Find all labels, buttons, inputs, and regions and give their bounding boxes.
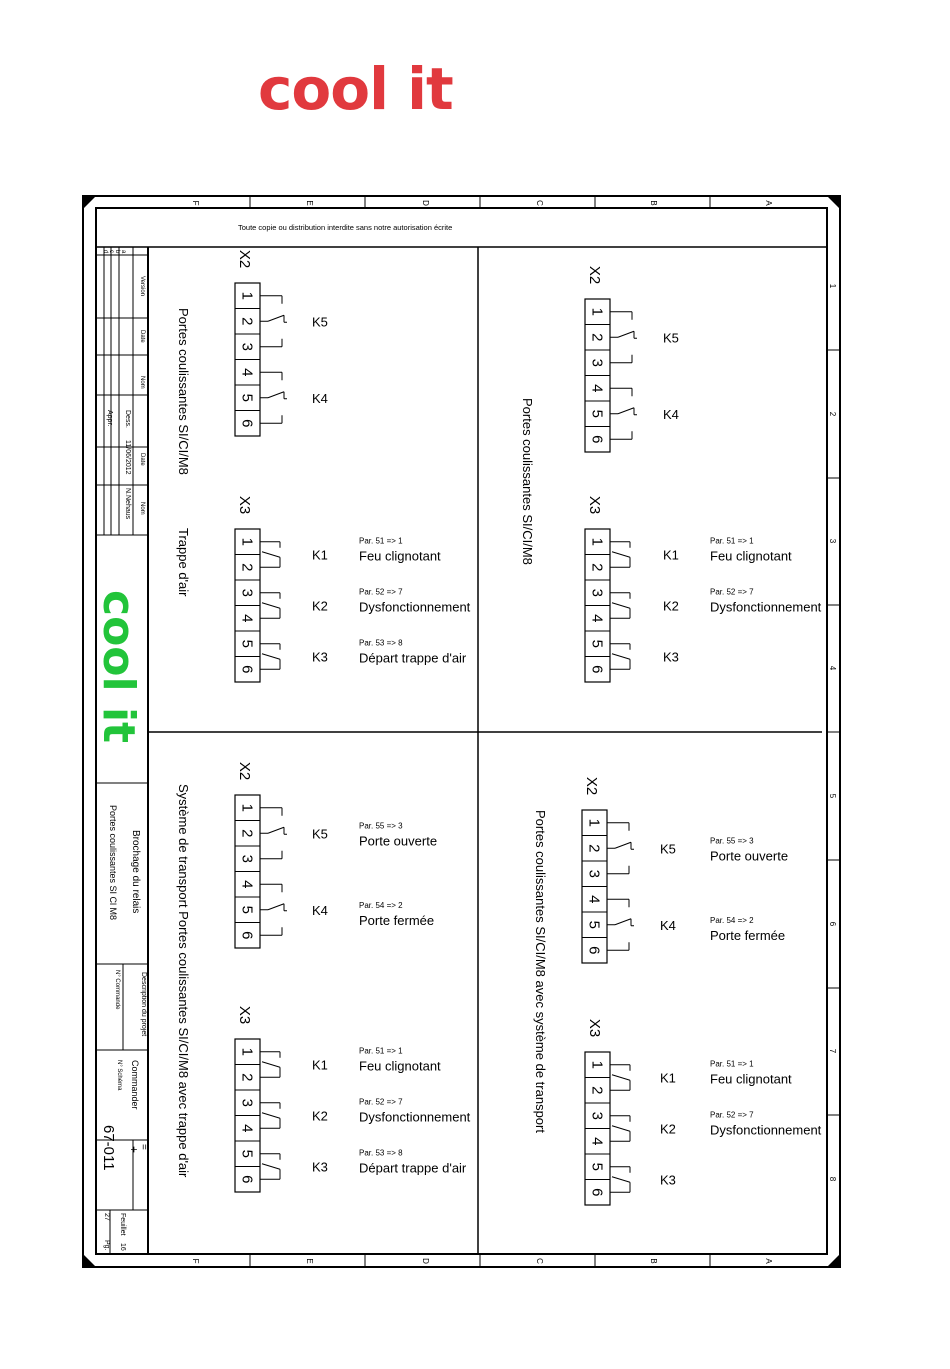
- sheet-label: Feuillet: [119, 1213, 126, 1236]
- terminal-number: 3: [588, 358, 606, 367]
- relay-parameter: Par. 52 => 7: [710, 1110, 754, 1120]
- relay-contact: [262, 1062, 280, 1068]
- grid-row-label: 8: [828, 1176, 837, 1182]
- revision-letter: a: [120, 250, 126, 254]
- grid-col-label: D: [421, 200, 430, 206]
- corner-mark: [83, 196, 96, 209]
- relay-contact: [268, 904, 284, 910]
- relay-parameter: Par. 53 => 8: [359, 1148, 403, 1158]
- x2-label: X2: [586, 265, 603, 285]
- relay-k1-label: K1: [663, 547, 679, 563]
- relay-contact: [262, 654, 280, 660]
- grid-col-label: C: [535, 1258, 544, 1264]
- terminal-number: 3: [238, 588, 256, 597]
- relay-parameter: Par. 52 => 7: [359, 587, 403, 597]
- relay-contact: [618, 408, 634, 414]
- grid-col-label: D: [421, 1258, 430, 1264]
- relay-k3-label: K3: [312, 1159, 328, 1175]
- grid-row-label: 1: [828, 283, 837, 289]
- relay-k2-label: K2: [660, 1121, 676, 1137]
- diagram-title: Portes coulissantes SI/CI/M8: [176, 308, 191, 475]
- grid-row-label: 7: [828, 1048, 837, 1054]
- pages-label: Pg.: [103, 1240, 110, 1251]
- diagram-block: [582, 777, 822, 1205]
- project-description-label: Description du projet: [140, 972, 147, 1037]
- revision-letter: c: [108, 250, 114, 253]
- relay-contact: [612, 1177, 630, 1183]
- terminal-number: 1: [588, 307, 606, 316]
- terminal-number: 4: [588, 1137, 606, 1146]
- relay-parameter: Par. 51 => 1: [710, 536, 754, 546]
- terminal-number: 5: [238, 905, 256, 914]
- relay-k3-label: K3: [660, 1172, 676, 1188]
- title-block-logo: cool it: [93, 590, 144, 744]
- terminal-number: 5: [585, 920, 603, 929]
- dess-label: Dess.: [124, 410, 131, 428]
- relay-k4-label: K4: [660, 917, 676, 933]
- terminal-number: 2: [238, 829, 256, 838]
- terminal-number: 6: [588, 665, 606, 674]
- grid-col-label: C: [535, 200, 544, 206]
- scheme-number-label: N° Schéma: [116, 1060, 122, 1091]
- relay-contact: [612, 654, 630, 660]
- terminal-number: 1: [238, 291, 256, 300]
- relay-function: Feu clignotant: [710, 548, 792, 564]
- grid-row-label: 3: [828, 538, 837, 544]
- terminal-number: 3: [238, 1098, 256, 1107]
- relay-k2-label: K2: [663, 598, 679, 614]
- relay-k2-label: K2: [312, 598, 328, 614]
- name-label: Nom: [139, 376, 145, 389]
- terminal-number: 6: [588, 1188, 606, 1197]
- plus-sign: +: [127, 1146, 141, 1154]
- relay-function: Porte fermée: [710, 927, 786, 943]
- relay-k4-label: K4: [312, 390, 328, 406]
- relay-contact: [262, 1164, 280, 1170]
- terminal-number: 5: [238, 1149, 256, 1158]
- relay-function: Départ trappe d'air: [359, 1160, 467, 1176]
- x3-label: X3: [586, 1018, 603, 1038]
- grid-row-label: 4: [828, 665, 837, 671]
- relay-parameter: Par. 55 => 3: [710, 836, 754, 846]
- version-label: Version: [139, 276, 145, 297]
- date-label: Date: [139, 330, 145, 343]
- date-value: 11/06/2012: [124, 440, 131, 475]
- relay-k5-label: K5: [663, 330, 679, 346]
- relay-function: Dysfonctionnement: [710, 599, 822, 615]
- relay-contact: [262, 603, 280, 609]
- relay-k3-label: K3: [663, 649, 679, 665]
- diagram-block: [235, 250, 471, 682]
- relay-contact: [268, 392, 284, 398]
- terminal-number: 1: [238, 1047, 256, 1056]
- relay-contact: [268, 315, 284, 321]
- relay-function: Dysfonctionnement: [359, 599, 471, 615]
- relay-contact: [615, 919, 631, 925]
- relay-function: Porte ouverte: [710, 848, 789, 864]
- terminal-number: 1: [588, 1060, 606, 1069]
- revision-letter: d: [102, 250, 108, 254]
- relay-parameter: Par. 54 => 2: [359, 900, 403, 910]
- terminal-number: 5: [588, 409, 606, 418]
- terminal-number: 2: [238, 563, 256, 572]
- relay-parameter: Par. 51 => 1: [710, 1059, 754, 1069]
- relay-k5-label: K5: [660, 841, 676, 857]
- logo-text: cool it: [258, 55, 453, 117]
- name-value: N.Nehaus: [124, 488, 131, 520]
- grid-col-label: F: [191, 200, 200, 206]
- grid-row-label: 6: [828, 921, 837, 927]
- relay-parameter: Par. 51 => 1: [359, 536, 403, 546]
- x3-label: X3: [236, 1005, 253, 1025]
- terminal-number: 2: [585, 844, 603, 853]
- order-number-label: N° Commande: [114, 970, 120, 1010]
- relay-function: Départ trappe d'air: [359, 650, 467, 666]
- x3-label: X3: [586, 495, 603, 515]
- terminal-number: 2: [238, 1073, 256, 1082]
- customer-label: Commander: [130, 1060, 140, 1110]
- terminal-number: 4: [585, 895, 603, 904]
- x2-label: X2: [236, 249, 253, 269]
- relay-k5-label: K5: [312, 314, 328, 330]
- relay-k1-label: K1: [312, 1057, 328, 1073]
- corner-mark: [83, 1254, 96, 1267]
- grid-col-label: B: [649, 200, 658, 206]
- relay-parameter: Par. 55 => 3: [359, 821, 403, 831]
- grid-col-label: A: [764, 200, 773, 206]
- relay-function: Dysfonctionnement: [359, 1109, 471, 1125]
- corner-mark: [827, 196, 840, 209]
- diagram-title: Portes coulissantes SI/CI/M8: [520, 398, 535, 565]
- diagram-block: [235, 762, 471, 1192]
- equals-sign: =: [138, 1144, 149, 1150]
- diagram-subtitle: Trappe d'air: [176, 528, 191, 597]
- relay-contact: [612, 552, 630, 558]
- sheet-number: 16: [119, 1243, 126, 1251]
- relay-k2-label: K2: [312, 1108, 328, 1124]
- terminal-number: 6: [238, 1175, 256, 1184]
- diagram-title: Système de transport Portes coulissantes SI/CI/M8 avec trappe d'air: [176, 784, 191, 1178]
- relay-contact: [615, 842, 631, 848]
- grid-col-label: F: [191, 1258, 200, 1264]
- name2-label: Nom: [139, 502, 145, 515]
- x3-label: X3: [236, 495, 253, 515]
- relay-parameter: Par. 51 => 1: [359, 1046, 403, 1056]
- terminal-number: 5: [588, 639, 606, 648]
- terminal-number: 6: [585, 946, 603, 955]
- terminal-number: 4: [238, 614, 256, 623]
- terminal-number: 1: [588, 537, 606, 546]
- terminal-number: 4: [588, 614, 606, 623]
- relay-function: Feu clignotant: [359, 548, 441, 564]
- grid-row-label: 2: [828, 411, 837, 417]
- relay-contact: [612, 1075, 630, 1081]
- terminal-number: 2: [588, 1086, 606, 1095]
- terminal-number: 4: [588, 384, 606, 393]
- terminal-number: 2: [588, 563, 606, 572]
- relay-k5-label: K5: [312, 826, 328, 842]
- relay-contact: [268, 827, 284, 833]
- grid-col-label: E: [305, 200, 314, 206]
- appr-label: Appr.: [106, 410, 113, 427]
- terminal-number: 6: [238, 665, 256, 674]
- relay-function: Feu clignotant: [359, 1058, 441, 1074]
- relay-k3-label: K3: [312, 649, 328, 665]
- terminal-number: 4: [238, 880, 256, 889]
- terminal-number: 3: [588, 1111, 606, 1120]
- terminal-number: 1: [238, 537, 256, 546]
- diagram-title: Portes coulissantes SI/CI/M8 avec système de transport: [533, 810, 548, 1133]
- corner-mark: [827, 1254, 840, 1267]
- relay-parameter: Par. 52 => 7: [359, 1097, 403, 1107]
- terminal-number: 3: [238, 342, 256, 351]
- relay-k1-label: K1: [312, 547, 328, 563]
- scheme-number: 67-011: [100, 1125, 117, 1171]
- relay-contact: [618, 331, 634, 337]
- relay-k4-label: K4: [663, 406, 679, 422]
- relay-parameter: Par. 54 => 2: [710, 915, 754, 925]
- terminal-number: 3: [238, 854, 256, 863]
- terminal-number: 4: [238, 1124, 256, 1133]
- inner-frame: [96, 208, 827, 1254]
- terminal-number: 1: [238, 803, 256, 812]
- grid-col-label: B: [649, 1258, 658, 1264]
- revision-letter: b: [114, 250, 120, 254]
- grid-row-label: 5: [828, 793, 837, 799]
- relay-function: Feu clignotant: [710, 1071, 792, 1087]
- date2-label: Date: [139, 453, 145, 466]
- drawing-title: Brochage du relais: [130, 830, 141, 914]
- x2-label: X2: [236, 761, 253, 781]
- relay-parameter: Par. 53 => 8: [359, 638, 403, 648]
- terminal-number: 3: [585, 869, 603, 878]
- terminal-number: 6: [588, 435, 606, 444]
- drawing-subtitle: Portes coulissantes SI Cl M8: [108, 805, 118, 921]
- terminal-number: 6: [238, 419, 256, 428]
- relay-function: Porte fermée: [359, 912, 435, 928]
- relay-k4-label: K4: [312, 902, 328, 918]
- relay-parameter: Par. 52 => 7: [710, 587, 754, 597]
- terminal-number: 6: [238, 931, 256, 940]
- pages-count: 27: [103, 1213, 110, 1221]
- relay-contact: [612, 603, 630, 609]
- terminal-number: 2: [588, 333, 606, 342]
- relay-function: Porte ouverte: [359, 833, 438, 849]
- relay-contact: [612, 1126, 630, 1132]
- relay-contact: [262, 1113, 280, 1119]
- relay-function: Dysfonctionnement: [710, 1122, 822, 1138]
- terminal-number: 3: [588, 588, 606, 597]
- grid-col-label: E: [305, 1258, 314, 1264]
- x2-label: X2: [583, 776, 600, 796]
- terminal-number: 5: [238, 639, 256, 648]
- grid-col-label: A: [764, 1258, 773, 1264]
- terminal-number: 1: [585, 818, 603, 827]
- terminal-number: 2: [238, 317, 256, 326]
- relay-contact: [262, 552, 280, 558]
- copyright-notice: Toute copie ou distribution interdite sans notre autorisation écrite: [238, 223, 453, 232]
- diagram-block: [585, 266, 822, 682]
- terminal-number: 5: [588, 1162, 606, 1171]
- terminal-number: 4: [238, 368, 256, 377]
- relay-k1-label: K1: [660, 1070, 676, 1086]
- terminal-number: 5: [238, 393, 256, 402]
